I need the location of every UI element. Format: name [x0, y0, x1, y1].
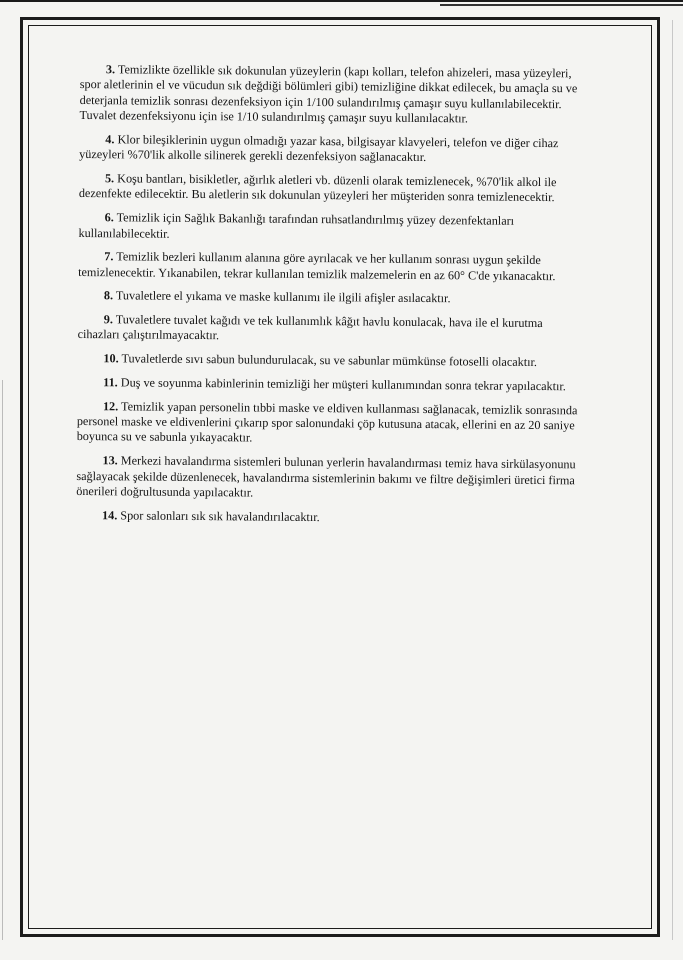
item-number: 4. — [105, 132, 115, 147]
item-text: Duş ve soyunma kabinlerinin temizliği her müşteri kullanımından sonra tekrar yapılacaktır. — [120, 375, 566, 394]
item-number: 9. — [103, 312, 113, 327]
item-text: Merkezi havalandırma sistemleri bulunan yerlerin havalandırması temiz hava sirkülasyonunu — [120, 453, 576, 472]
item-text: dezenfekte edilecektir. Bu aletlerin sık dokunulan yüzeyleri her müşteriden sonra temizlenecektir. — [78, 186, 555, 205]
item-number: 12. — [102, 398, 119, 413]
item-text: deterjanla temizlik sonrası dezenfeksiyon için 1/100 sulandırılmış çamaşır suyu kullanılabilecektir. — [79, 92, 562, 112]
item-text: personel maske ve eldivenlerini çıkarıp spor salonundaki çöp kutusuna atacak, ellerini en az 20 saniye — [76, 413, 575, 433]
item-text: temizlenecektir. Yıkanabilen, tekrar kullanılan temizlik malzemelerin en az 60° C'de yıkanacaktır. — [78, 264, 556, 283]
item-text: sağlayacak şekilde düzenlenecek, havalandırma sistemlerinin bakımı ve filtre değişimleri üretici firma — [76, 468, 575, 487]
item-text: Temizlikte özellikle sık dokunulan yüzeylerin (kapı kolları, telefon ahizeleri, masa yüzeyleri, — [117, 62, 572, 81]
item-text: Tuvaletlerde sıvı sabun bulundurulacak, su ve sabunlar mümkünse fotoselli olacaktır. — [121, 351, 538, 370]
item-text: cihazları çalıştırılmayacaktır. — [77, 327, 220, 343]
item-text: Spor salonları sık sık havalandırılacaktır. — [120, 507, 320, 524]
item-first-line — [76, 508, 618, 528]
item-number: 6. — [104, 210, 114, 225]
document-body — [76, 62, 622, 536]
scan-edge-left — [2, 380, 3, 940]
item-number: 11. — [103, 375, 118, 390]
item-number: 13. — [102, 453, 118, 468]
item-text: Temizlik için Sağlık Bakanlığı tarafından ruhsatlandırılmış yüzey dezenfektanları — [116, 210, 515, 228]
item-text: Temizlik bezleri kullanım alanına göre ayrılacak ve her kullanım sonrası uygun şekilde — [116, 249, 541, 268]
item-text: yüzeyleri %70'lik alkolle silinerek gerekli dezenfeksiyon sağlanacaktır. — [79, 147, 427, 165]
item-text: boyunca su ve sabunla yıkayacaktır. — [76, 429, 253, 445]
list-item — [79, 171, 621, 207]
list-item — [78, 288, 620, 308]
item-text: Tuvaletlere el yıkama ve maske kullanımı ile ilgili afişler asılacaktır. — [115, 288, 451, 306]
item-text: Koşu bantları, bisikletler, ağırlık aletleri vb. düzenli olarak temizlenecek, %70'lik alkol ile — [117, 171, 557, 190]
list-item — [76, 453, 618, 504]
item-text: Tuvaletlere tuvalet kağıdı ve tek kullanımlık kâğıt havlu konulacak, hava ile el kurutma — [115, 312, 543, 331]
list-item — [79, 132, 621, 168]
item-text: Klor bileşiklerinin uygun olmadığı yazar kasa, bilgisayar klavyeleri, telefon ve diğer cihaz — [117, 132, 559, 151]
list-item — [78, 312, 620, 348]
list-item — [78, 249, 620, 285]
list-item — [78, 210, 620, 246]
item-first-line — [78, 288, 620, 308]
list-item — [79, 62, 622, 128]
item-number: 5. — [104, 171, 115, 186]
item-text: Tuvalet dezenfeksiyonu için ise 1/10 sulandırılmış çamaşır suyu kullanılacaktır. — [79, 108, 469, 126]
top-edge-rule — [0, 0, 683, 2]
list-item — [77, 399, 619, 450]
top-edge-rule-short — [440, 4, 683, 6]
item-first-line — [77, 375, 619, 395]
scan-edge-right — [672, 20, 673, 940]
list-item — [77, 375, 619, 395]
list-item — [76, 508, 618, 528]
list-item — [77, 351, 619, 371]
item-text: Temizlik yapan personelin tıbbi maske ve eldiven kullanması sağlanacak, temizlik sonrasında — [121, 398, 578, 417]
item-number: 8. — [103, 288, 114, 303]
item-number: 7. — [104, 249, 114, 264]
item-first-line — [77, 351, 619, 371]
item-number: 10. — [103, 351, 119, 366]
item-text: önerileri doğrultusunda yapılacaktır. — [76, 483, 254, 500]
item-text: kullanılabilecektir. — [78, 225, 170, 241]
item-number: 14. — [101, 507, 118, 522]
item-number: 3. — [105, 62, 116, 77]
item-text: spor aletlerinin el ve vücudun sık değdiği bölümleri gibi) temizliğine dikkat edilecek, bu amaçla su ve — [79, 77, 578, 96]
